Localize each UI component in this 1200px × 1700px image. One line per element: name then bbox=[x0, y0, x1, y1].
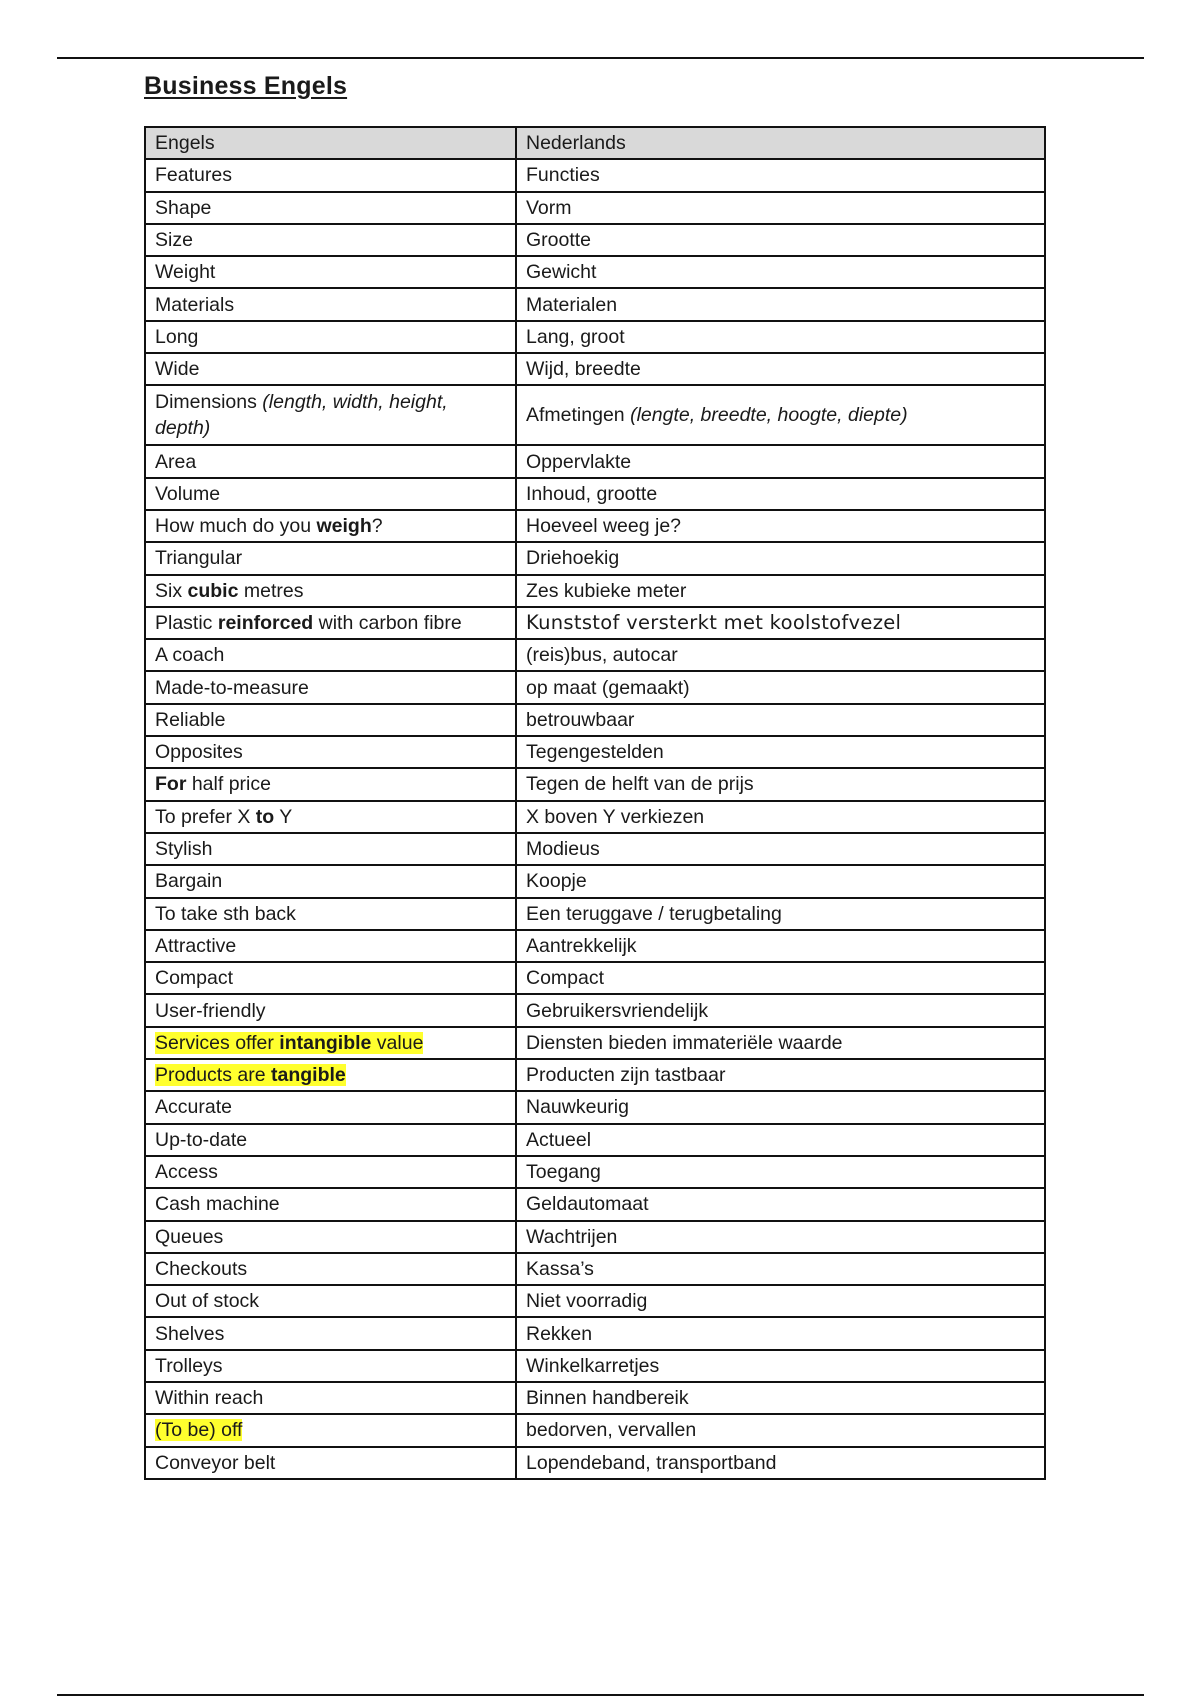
table-row bbox=[145, 353, 1045, 385]
english-term-pre: Services offer bbox=[155, 1031, 280, 1054]
english-cell: Wide bbox=[145, 353, 516, 385]
table-row bbox=[145, 575, 1045, 607]
english-cell: To take sth back bbox=[145, 898, 516, 930]
english-cell: Attractive bbox=[145, 930, 516, 962]
dutch-cell: Gewicht bbox=[516, 256, 1045, 288]
english-cell: Reliable bbox=[145, 704, 516, 736]
english-cell: User-friendly bbox=[145, 994, 516, 1026]
table-row bbox=[145, 1027, 1045, 1059]
dutch-cell: Driehoekig bbox=[516, 542, 1045, 574]
table-row bbox=[145, 1447, 1045, 1479]
english-cell: Checkouts bbox=[145, 1253, 516, 1285]
dutch-cell: Actueel bbox=[516, 1124, 1045, 1156]
english-term-post: metres bbox=[238, 579, 304, 602]
english-cell: Stylish bbox=[145, 833, 516, 865]
table-row bbox=[145, 510, 1045, 542]
english-cell: Made-to-measure bbox=[145, 671, 516, 703]
dutch-cell: op maat (gemaakt) bbox=[516, 671, 1045, 703]
dutch-cell: Zes kubieke meter bbox=[516, 575, 1045, 607]
top-rule bbox=[57, 57, 1144, 59]
table-row bbox=[145, 385, 1045, 445]
dutch-cell: Koopje bbox=[516, 865, 1045, 897]
highlighted-term: (To be) off bbox=[155, 1419, 243, 1442]
dutch-cell: betrouwbaar bbox=[516, 704, 1045, 736]
english-term-bold: to bbox=[255, 805, 275, 828]
table-row bbox=[145, 962, 1045, 994]
english-cell bbox=[145, 768, 516, 800]
table-row bbox=[145, 321, 1045, 353]
table-row bbox=[145, 994, 1045, 1026]
english-term-bold: intangible bbox=[279, 1031, 372, 1054]
english-term-post: half price bbox=[186, 773, 271, 796]
english-cell: Queues bbox=[145, 1221, 516, 1253]
dutch-cell: Grootte bbox=[516, 224, 1045, 256]
table-row bbox=[145, 256, 1045, 288]
english-cell bbox=[145, 801, 516, 833]
english-cell bbox=[145, 607, 516, 639]
english-term: Dimensions bbox=[155, 391, 257, 414]
english-cell: Compact bbox=[145, 962, 516, 994]
dutch-cell: Inhoud, grootte bbox=[516, 478, 1045, 510]
vocabulary-table bbox=[144, 126, 1046, 1480]
table-row bbox=[145, 478, 1045, 510]
english-cell: Cash machine bbox=[145, 1188, 516, 1220]
english-cell: Weight bbox=[145, 256, 516, 288]
column-header-english: Engels bbox=[145, 127, 516, 159]
dutch-cell: Modieus bbox=[516, 833, 1045, 865]
dutch-cell: Hoeveel weeg je? bbox=[516, 510, 1045, 542]
english-term-bold: tangible bbox=[270, 1064, 346, 1087]
table-row bbox=[145, 607, 1045, 639]
table-row bbox=[145, 1317, 1045, 1349]
dutch-cell: Niet voorradig bbox=[516, 1285, 1045, 1317]
english-cell: Up-to-date bbox=[145, 1124, 516, 1156]
english-cell bbox=[145, 1059, 516, 1091]
english-cell: Long bbox=[145, 321, 516, 353]
dutch-cell bbox=[516, 385, 1045, 445]
english-cell: Access bbox=[145, 1156, 516, 1188]
english-term-pre: Products are bbox=[155, 1064, 271, 1087]
english-cell: Triangular bbox=[145, 542, 516, 574]
english-cell bbox=[145, 1027, 516, 1059]
dutch-cell: Functies bbox=[516, 159, 1045, 191]
table-row bbox=[145, 801, 1045, 833]
english-term-pre: To prefer X bbox=[155, 805, 256, 828]
english-cell bbox=[145, 575, 516, 607]
column-header-dutch: Nederlands bbox=[516, 127, 1045, 159]
table-row bbox=[145, 445, 1045, 477]
bottom-rule bbox=[57, 1694, 1144, 1696]
dutch-cell: Gebruikersvriendelijk bbox=[516, 994, 1045, 1026]
table-row bbox=[145, 736, 1045, 768]
page-title: Business Engels bbox=[144, 72, 348, 100]
english-term-bold: For bbox=[155, 773, 187, 796]
dutch-cell: Rekken bbox=[516, 1317, 1045, 1349]
dutch-cell: Kunststof versterkt met koolstofvezel bbox=[516, 607, 1045, 639]
dutch-cell: Kassa’s bbox=[516, 1253, 1045, 1285]
table-row bbox=[145, 930, 1045, 962]
table-row bbox=[145, 768, 1045, 800]
table-row bbox=[145, 865, 1045, 897]
table-row bbox=[145, 1091, 1045, 1123]
table-row bbox=[145, 898, 1045, 930]
table-header-row bbox=[145, 127, 1045, 159]
english-cell: Volume bbox=[145, 478, 516, 510]
english-cell: Opposites bbox=[145, 736, 516, 768]
dutch-cell: Binnen handbereik bbox=[516, 1382, 1045, 1414]
english-cell: Shelves bbox=[145, 1317, 516, 1349]
dutch-cell: Lopendeband, transportband bbox=[516, 1447, 1045, 1479]
english-cell: Materials bbox=[145, 288, 516, 320]
highlighted-term bbox=[155, 1032, 423, 1054]
table-row bbox=[145, 288, 1045, 320]
english-cell bbox=[145, 385, 516, 445]
english-term-bold: cubic bbox=[187, 579, 239, 602]
dutch-cell: Wijd, breedte bbox=[516, 353, 1045, 385]
english-term-post: value bbox=[371, 1031, 424, 1054]
table-row bbox=[145, 639, 1045, 671]
dutch-term: Afmetingen bbox=[526, 404, 625, 427]
highlighted-term bbox=[155, 1064, 346, 1086]
english-term-pre: How much do you bbox=[155, 515, 317, 538]
table-row bbox=[145, 1124, 1045, 1156]
english-cell: Within reach bbox=[145, 1382, 516, 1414]
table-row bbox=[145, 1221, 1045, 1253]
english-cell: Conveyor belt bbox=[145, 1447, 516, 1479]
table-row bbox=[145, 704, 1045, 736]
dutch-cell: Materialen bbox=[516, 288, 1045, 320]
dutch-cell: Aantrekkelijk bbox=[516, 930, 1045, 962]
dutch-cell: Geldautomaat bbox=[516, 1188, 1045, 1220]
table-row bbox=[145, 671, 1045, 703]
table-row bbox=[145, 833, 1045, 865]
english-cell bbox=[145, 1414, 516, 1446]
dutch-cell: Diensten bieden immateriële waarde bbox=[516, 1027, 1045, 1059]
table-row bbox=[145, 1285, 1045, 1317]
english-cell: Area bbox=[145, 445, 516, 477]
english-cell: Size bbox=[145, 224, 516, 256]
english-cell: Shape bbox=[145, 192, 516, 224]
dutch-cell: Oppervlakte bbox=[516, 445, 1045, 477]
dutch-term-italic: (lengte, breedte, hoogte, diepte) bbox=[630, 404, 908, 427]
dutch-cell: bedorven, vervallen bbox=[516, 1414, 1045, 1446]
english-cell: Bargain bbox=[145, 865, 516, 897]
english-cell: Trolleys bbox=[145, 1350, 516, 1382]
table-row bbox=[145, 1156, 1045, 1188]
english-term-bold: weigh bbox=[316, 515, 372, 538]
table-row bbox=[145, 159, 1045, 191]
english-term-post: with carbon fibre bbox=[313, 612, 462, 634]
english-term-post: Y bbox=[274, 805, 293, 828]
dutch-cell: Een teruggave / terugbetaling bbox=[516, 898, 1045, 930]
table-row bbox=[145, 1350, 1045, 1382]
english-cell bbox=[145, 510, 516, 542]
dutch-cell: Tegen de helft van de prijs bbox=[516, 768, 1045, 800]
dutch-cell: Vorm bbox=[516, 192, 1045, 224]
dutch-cell: Winkelkarretjes bbox=[516, 1350, 1045, 1382]
english-cell: Out of stock bbox=[145, 1285, 516, 1317]
table-row bbox=[145, 542, 1045, 574]
dutch-cell: Nauwkeurig bbox=[516, 1091, 1045, 1123]
dutch-cell: Producten zijn tastbaar bbox=[516, 1059, 1045, 1091]
table-row bbox=[145, 224, 1045, 256]
english-term-pre: Six bbox=[155, 579, 188, 602]
dutch-cell: X boven Y verkiezen bbox=[516, 801, 1045, 833]
table-row bbox=[145, 192, 1045, 224]
english-cell: Accurate bbox=[145, 1091, 516, 1123]
english-term-bold: reinforced bbox=[217, 612, 314, 634]
english-term-italic: (length, width, height, depth) bbox=[155, 391, 448, 440]
table-row bbox=[145, 1253, 1045, 1285]
english-cell: Features bbox=[145, 159, 516, 191]
table-row bbox=[145, 1382, 1045, 1414]
english-term-pre: Plastic bbox=[155, 612, 218, 634]
english-term-post: ? bbox=[371, 515, 383, 538]
table-row bbox=[145, 1188, 1045, 1220]
dutch-cell: Tegengestelden bbox=[516, 736, 1045, 768]
dutch-cell: Wachtrijen bbox=[516, 1221, 1045, 1253]
table-row bbox=[145, 1414, 1045, 1446]
dutch-cell: Compact bbox=[516, 962, 1045, 994]
dutch-cell: (reis)bus, autocar bbox=[516, 639, 1045, 671]
dutch-cell: Toegang bbox=[516, 1156, 1045, 1188]
table-row bbox=[145, 1059, 1045, 1091]
english-cell: A coach bbox=[145, 639, 516, 671]
dutch-cell: Lang, groot bbox=[516, 321, 1045, 353]
